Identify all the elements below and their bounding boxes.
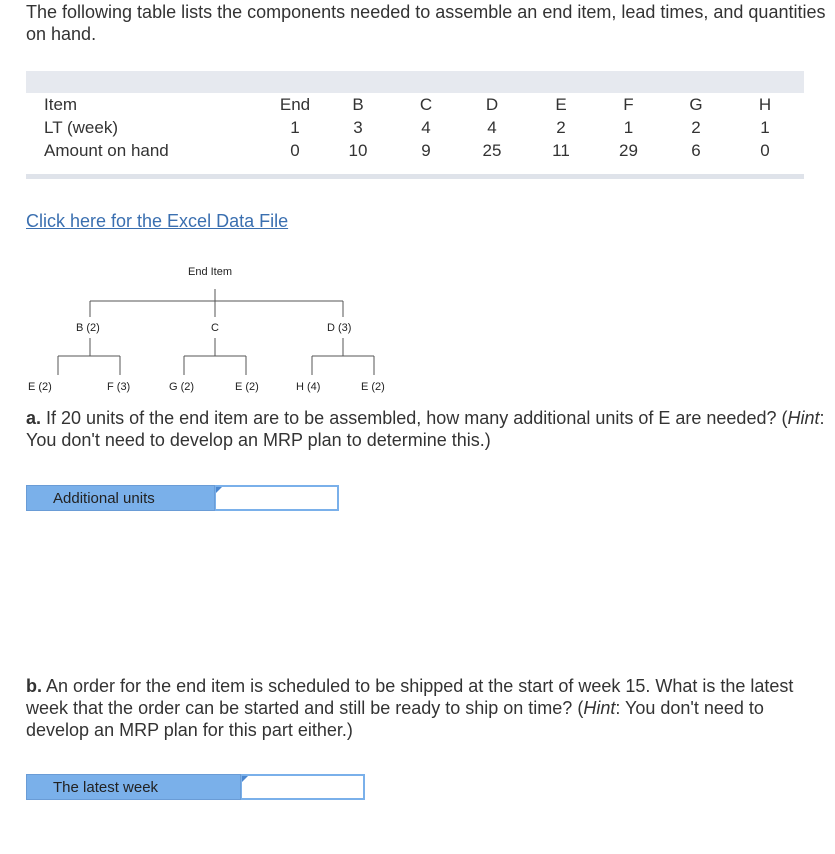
tree-node-c: C: [211, 322, 219, 334]
table-cell: 1: [760, 118, 770, 137]
tree-node-d: D (3): [327, 322, 352, 334]
tree-node-h: H (4): [296, 381, 321, 393]
table-row: [26, 139, 795, 162]
question-b-hint-text: : You don't need to develop an MRP plan for this part either.): [26, 698, 764, 740]
table-cell: B: [352, 95, 364, 114]
table-cell: 2: [691, 118, 701, 137]
table-cell: 1: [623, 118, 634, 137]
tree-node-f: F (3): [107, 381, 131, 393]
question-b: [26, 675, 826, 741]
answer-a-label: Additional units: [26, 485, 215, 511]
table-cell: E: [555, 95, 567, 114]
table-cell: 0: [290, 141, 300, 160]
latest-week-input[interactable]: [241, 774, 365, 800]
table-cell: 4: [487, 118, 497, 137]
question-b-hint-word: Hint: [583, 698, 616, 718]
table-cell: 4: [421, 118, 431, 137]
table-cell: 0: [760, 141, 770, 160]
table-cell: 1: [290, 118, 300, 137]
tree-node-e-under-b: E (2): [28, 381, 52, 393]
tree-node-root: End Item: [188, 266, 233, 278]
table-cell: F: [623, 95, 634, 114]
row-label: Item: [44, 95, 78, 114]
tree-node-b: B (2): [76, 322, 100, 334]
question-a: [26, 407, 826, 451]
answer-b-label: The latest week: [26, 774, 241, 800]
components-table: [26, 71, 804, 179]
excel-data-link[interactable]: Click here for the Excel Data File: [26, 211, 289, 231]
intro-text: The following table lists the components needed to assemble an end item, lead times, and quantities on hand.: [26, 2, 826, 44]
table-bottom-bar: [26, 174, 804, 179]
table-row: [26, 93, 795, 116]
table-cell: 6: [691, 141, 701, 160]
table-cell: H: [758, 95, 772, 114]
question-a-prefix: a.: [26, 408, 42, 428]
question-a-hint-text: : You don't need to develop an MRP plan to determine this.): [26, 408, 825, 450]
table-cell: C: [419, 95, 433, 114]
answer-a-input-wrap: [215, 485, 339, 511]
tree-node-e-under-c: E (2): [235, 381, 259, 393]
table-cell: End: [279, 95, 311, 114]
tree-node-e-under-d: E (2): [361, 381, 385, 393]
table-row: [26, 116, 795, 139]
question-a-text: If 20 units of the end item are to be assembled, how many additional units of E are needed? (: [41, 408, 788, 428]
answer-b-input-wrap: [241, 774, 365, 800]
table-cell: 3: [353, 118, 363, 137]
table-cell: 2: [556, 118, 566, 137]
additional-units-input[interactable]: [215, 485, 339, 511]
answer-a-row: [26, 485, 339, 511]
question-a-hint-word: Hint: [787, 408, 820, 428]
table-cell: 9: [421, 141, 431, 160]
table-cell: D: [485, 95, 499, 114]
question-b-prefix: b.: [26, 676, 42, 696]
table-cell: 25: [482, 141, 502, 160]
answer-b-row: [26, 774, 365, 800]
row-label: LT (week): [44, 118, 119, 137]
table-cell: G: [689, 95, 703, 114]
data-table: [26, 93, 795, 162]
table-cell: 29: [619, 141, 638, 160]
product-structure-tree: [0, 255, 835, 405]
table-cell: 10: [348, 141, 368, 160]
question-b-text: An order for the end item is scheduled to be shipped at the start of week 15. What is the latest week that the order can be started and still be ready to ship on time? (: [26, 676, 794, 718]
table-top-bar: [26, 71, 804, 93]
tree-node-g: G (2): [169, 381, 195, 393]
row-label: Amount on hand: [44, 141, 169, 160]
table-cell: 11: [552, 141, 570, 160]
